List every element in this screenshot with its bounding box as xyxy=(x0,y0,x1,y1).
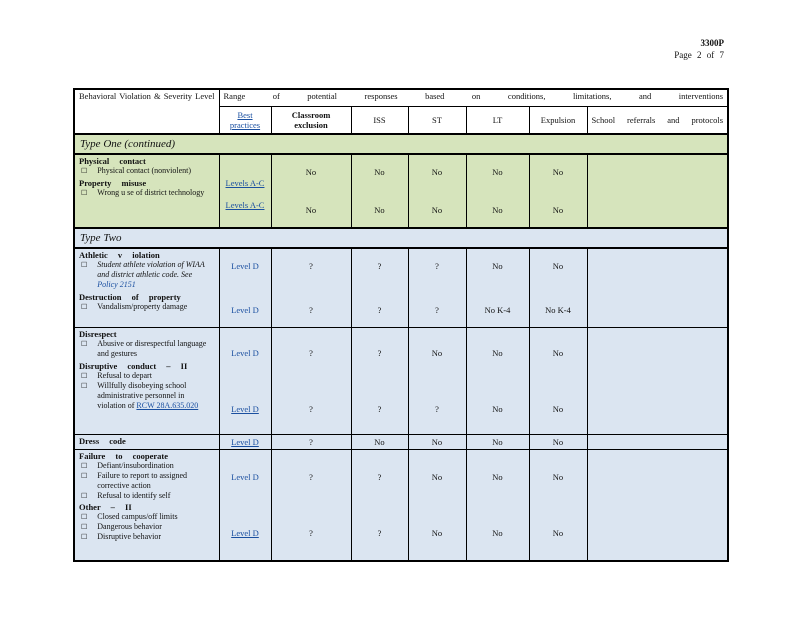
header-st: ST xyxy=(408,107,466,135)
document-code: 3300P xyxy=(700,38,724,48)
violation-cell xyxy=(74,435,219,450)
expulsion-cell: No xyxy=(529,435,587,450)
header-range: Range of potential responses based on conditions, limitations, and interventions xyxy=(219,89,728,107)
checkbox-bullet-icon: ☐ xyxy=(81,382,88,390)
page-number: Page 2 of 7 xyxy=(674,50,724,60)
list-item: ☐ Refusal to identify self xyxy=(81,491,171,500)
st-cell: No ? xyxy=(408,328,466,435)
list-item: ☐ Student athlete violation of WIAA and district athletic code. See Policy 2151 xyxy=(81,260,205,289)
list-item: ☐ Willfully disobeying school administrative personnel in violation of RCW 28A.635.020 xyxy=(81,381,199,410)
classroom-cell: ? xyxy=(271,435,351,450)
checkbox-bullet-icon: ☐ xyxy=(81,189,88,197)
item-title: Physical contact xyxy=(79,156,146,166)
item-title: Failure to cooperate xyxy=(79,451,169,461)
list-item: ☐ Defiant/insubordination xyxy=(81,461,174,470)
table-row xyxy=(74,435,728,450)
best-practice-cell[interactable]: Level D Level D xyxy=(219,450,271,562)
school-cell xyxy=(587,435,728,450)
checkbox-bullet-icon: ☐ xyxy=(81,513,88,521)
best-practice-cell: Level D Level D xyxy=(219,248,271,328)
table-row xyxy=(74,248,728,328)
checkbox-bullet-icon: ☐ xyxy=(81,462,88,470)
checkbox-bullet-icon: ☐ xyxy=(81,523,88,531)
checkbox-bullet-icon: ☐ xyxy=(81,167,88,175)
checkbox-bullet-icon: ☐ xyxy=(81,533,88,541)
iss-cell: No No xyxy=(351,154,408,228)
iss-cell: ? ? xyxy=(351,450,408,562)
list-item: ☐ Vandalism/property damage xyxy=(81,302,188,311)
discipline-table xyxy=(73,88,729,562)
school-cell xyxy=(587,328,728,435)
list-item: ☐ Closed campus/off limits xyxy=(81,512,178,521)
list-item: ☐ Failure to report to assigned corrective action xyxy=(81,471,188,490)
violation-cell xyxy=(74,248,219,328)
type-one-label: Type One (continued) xyxy=(74,134,728,154)
expulsion-cell: No No xyxy=(529,328,587,435)
expulsion-cell: No No K-4 xyxy=(529,248,587,328)
checkbox-bullet-icon: ☐ xyxy=(81,372,88,380)
list-item: ☐ Physical contact (nonviolent) xyxy=(81,166,192,175)
header-expulsion: Expulsion xyxy=(529,107,587,135)
checkbox-bullet-icon: ☐ xyxy=(81,472,88,480)
item-title: Property misuse xyxy=(79,178,147,188)
violation-cell xyxy=(74,154,219,228)
list-item: ☐ Disruptive behavior xyxy=(81,532,162,541)
classroom-cell: No No xyxy=(271,154,351,228)
expulsion-cell: No No xyxy=(529,450,587,562)
violation-cell xyxy=(74,328,219,435)
st-cell: No No xyxy=(408,450,466,562)
checkbox-bullet-icon: ☐ xyxy=(81,261,88,269)
header-classroom: Classroom exclusion xyxy=(271,107,351,135)
header-lt: LT xyxy=(466,107,529,135)
header-iss: ISS xyxy=(351,107,408,135)
school-cell xyxy=(587,450,728,562)
lt-cell: No xyxy=(466,435,529,450)
violation-cell xyxy=(74,450,219,562)
type-two-label: Type Two xyxy=(74,228,728,248)
item-title: Disruptive conduct – II xyxy=(79,361,188,371)
st-cell: No No xyxy=(408,154,466,228)
item-title: Dress code xyxy=(79,436,126,446)
lt-cell: No No K-4 xyxy=(466,248,529,328)
classroom-cell: ? ? xyxy=(271,450,351,562)
iss-cell: ? ? xyxy=(351,328,408,435)
classroom-cell: ? ? xyxy=(271,328,351,435)
header-best-practices[interactable]: Best practices xyxy=(219,107,271,135)
list-item: ☐ Refusal to depart xyxy=(81,371,152,380)
list-item: ☐ Abusive or disrespectful language and gestures xyxy=(81,339,207,358)
iss-cell: No xyxy=(351,435,408,450)
best-practice-cell[interactable]: Level D xyxy=(219,435,271,450)
lt-cell: No No xyxy=(466,328,529,435)
st-cell: No xyxy=(408,435,466,450)
policy-link[interactable]: Policy 2151 xyxy=(97,280,136,289)
best-practice-cell[interactable]: Levels A-C Levels A-C xyxy=(219,154,271,228)
school-cell xyxy=(587,248,728,328)
checkbox-bullet-icon: ☐ xyxy=(81,492,88,500)
st-cell: ? ? xyxy=(408,248,466,328)
expulsion-cell: No No xyxy=(529,154,587,228)
lt-cell: No No xyxy=(466,154,529,228)
item-title: Other – II xyxy=(79,502,132,512)
table-row xyxy=(74,154,728,228)
header-school: School referrals and protocols xyxy=(587,107,728,135)
rcw-link[interactable]: RCW 28A.635.020 xyxy=(136,401,199,410)
checkbox-bullet-icon: ☐ xyxy=(81,340,88,348)
checkbox-bullet-icon: ☐ xyxy=(81,303,88,311)
lt-cell: No No xyxy=(466,450,529,562)
table-row xyxy=(74,450,728,562)
item-title: Destruction of property xyxy=(79,292,181,302)
best-practice-cell[interactable]: Level D Level D xyxy=(219,328,271,435)
table-row xyxy=(74,328,728,435)
list-item: ☐ Dangerous behavior xyxy=(81,522,162,531)
header-violation: Behavioral Violation & Severity Level xyxy=(74,89,219,134)
school-cell xyxy=(587,154,728,228)
list-item: ☐ Wrong u se of district technology xyxy=(81,188,205,197)
classroom-cell: ? ? xyxy=(271,248,351,328)
item-title: Disrespect xyxy=(79,329,117,339)
item-title: Athletic v iolation xyxy=(79,250,160,260)
iss-cell: ? ? xyxy=(351,248,408,328)
